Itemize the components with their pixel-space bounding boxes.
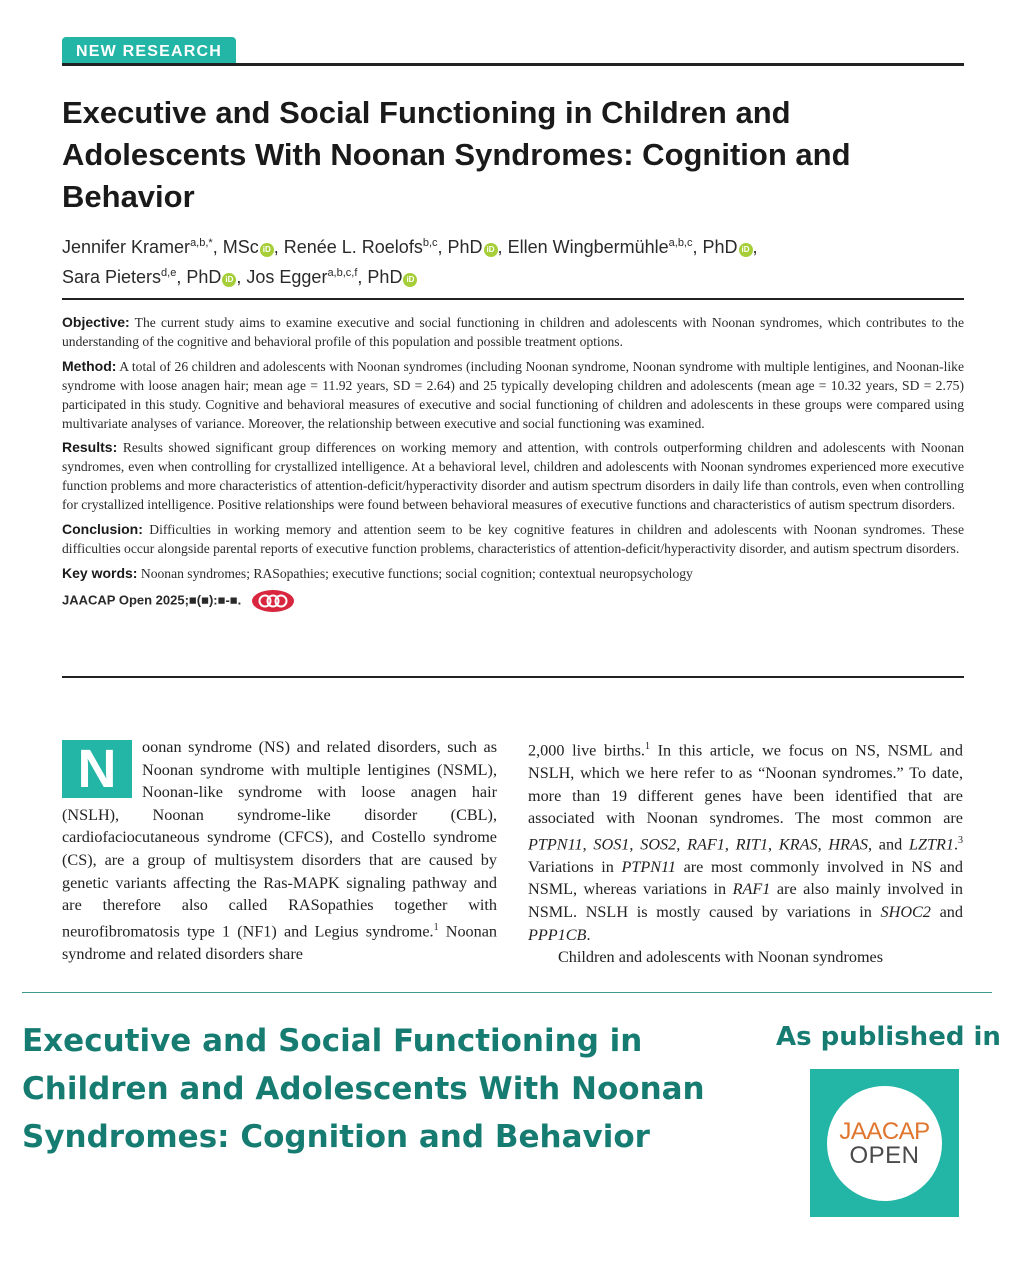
abstract <box>62 313 964 613</box>
author-degree: PhD <box>186 267 222 287</box>
citation-text: JAACAP Open 2025;■(■):■-■. <box>62 592 242 608</box>
author-name[interactable]: Jennifer Kramer <box>62 237 191 257</box>
keywords-text: Noonan syndromes; RASopathies; executive functions; social cognition; contextual neuropsychology <box>140 565 693 581</box>
abstract-top-rule <box>62 298 964 300</box>
gene-name: RIT1 <box>735 835 769 854</box>
author-degree: MSc <box>222 237 259 257</box>
affiliation-marks: a,b,* <box>190 237 213 249</box>
journal-citation <box>62 589 964 613</box>
citation-ref[interactable]: 3 <box>958 834 964 846</box>
orcid-icon[interactable]: iD <box>403 273 417 287</box>
abstract-bottom-rule <box>62 676 964 678</box>
logo-circle <box>827 1086 942 1201</box>
results-text: Results showed significant group differences on working memory and attention, with controls outperforming children and adolescents with Noonan syndromes, even when controlling for crystallized intelligence. At a behavioral level, children and adolescents with Noonan syndromes experienced more executive function problems and more characteristics of attention-deficit/hyperactivity disorder and autism spectrum disorders in daily life than controls, even when controlling for crystallized intelligence. Positive relationships were found between behavioral measures of executive functions and characteristics of autism spectrum disorders. <box>62 440 964 513</box>
author-name[interactable]: Jos Egger <box>246 267 328 287</box>
gene-name: PTPN11 <box>528 835 583 854</box>
gene-name: SHOC2 <box>880 902 931 921</box>
citation-ref[interactable]: 1 <box>644 741 650 752</box>
paragraph-text: Variations in <box>528 857 622 876</box>
paragraph-text: 2,000 live births. <box>528 741 645 760</box>
new-research-badge: NEW RESEARCH <box>62 37 236 65</box>
logo-text-open: OPEN <box>849 1142 920 1169</box>
method-label: Method: <box>62 357 117 374</box>
paragraph: 2,000 live births.$^1$ In this article, we focus on NS, NSML and NSLH, which we here refer to as “Noonan syndromes.” To date, more than 19 different genes have been identified that are associated with Noonan syndromes. The most common are PTPN11, SOS1, SOS2, RAF1, RIT1, KRAS, HRAS, and LZTR1.$^3$ Variations in PTPN11 are most commonly involved in NS and NSML, whereas variations in RAF1 are also mainly involved in NSML. NSLH is mostly caused by variations in SHOC2 and PPP1CB. <box>528 741 964 944</box>
author-name[interactable]: Renée L. Roelofs <box>283 237 423 257</box>
author-degree: PhD <box>702 237 738 257</box>
paragraph: Children and adolescents with Noonan syndromes <box>558 948 884 967</box>
affiliation-marks: a,b,c,f <box>327 267 358 279</box>
affiliation-marks: a,b,c <box>668 237 693 249</box>
gene-name: SOS1 <box>593 835 630 854</box>
paragraph-text: are also mainly involved in NSML. NSLH is mostly caused by variations in <box>528 880 963 921</box>
abstract-keywords <box>62 564 964 584</box>
author-list: Jennifer Kramer$^{a,b,*}$, MSc iD , Renée L. Roelofs$^{b,c}$, PhD iD , Ellen Wingbermühle$^{a,b,c}$, PhD iD , Sara Pieters$^{d,e}$, PhD iD , Jos Egger$^{a,b,c,f}$, PhD iD <box>62 237 758 287</box>
section-divider <box>22 992 992 993</box>
gene-name: LZTR1 <box>908 835 954 854</box>
author-degree: PhD <box>367 267 403 287</box>
gene-name: PTPN11 <box>621 857 676 876</box>
gene-name: SOS2 <box>640 835 677 854</box>
author-degree: PhD <box>447 237 483 257</box>
objective-text: The current study aims to examine executive and social functioning in children and adolescents with Noonan syndromes, which contributes to the understanding of the cognitive and behavioral profile of this population and possible treatment options. <box>62 315 964 349</box>
conclusion-label: Conclusion: <box>62 521 143 538</box>
gene-name: RAF1 <box>687 835 725 854</box>
crossmark-icon[interactable] <box>251 589 295 613</box>
promo-title: Executive and Social Functioning in Children and Adolescents With Noonan Syndromes: Cognition and Behavior <box>22 1023 705 1155</box>
gene-name: RAF1 <box>732 880 771 899</box>
author-name[interactable]: Ellen Wingbermühle <box>507 237 669 257</box>
drop-cap: N <box>62 740 132 798</box>
abstract-conclusion <box>62 520 964 559</box>
orcid-icon[interactable]: iD <box>260 243 274 257</box>
conclusion-text: Difficulties in working memory and attention seem to be key cognitive features in children and adolescents with Noonan syndromes. These difficulties occur alongside parental reports of executive function problems, characteristics of attention-deficit/hyperactivity disorder, and autism spectrum disorders. <box>62 522 964 556</box>
results-label: Results: <box>62 439 118 456</box>
logo-text-jaacap: JAACAP <box>839 1118 930 1145</box>
affiliation-marks: b,c <box>422 237 438 249</box>
paragraph-text: In this article, we focus on NS, NSML and NSLH, which we here refer to as “Noonan syndromes.” To date, more than 19 different genes have been identified that are associated with Noonan syndromes. The most common are <box>528 741 963 828</box>
abstract-objective <box>62 313 964 352</box>
abstract-method <box>62 357 964 434</box>
method-text: A total of 26 children and adolescents with Noonan syndromes (including Noonan syndrome, Noonan syndrome with multiple lentigines, and Noonan-like syndrome with loose anagen hair; mean age = 11.92 years, SD = 2.64) and 25 typically developing children and adolescents (mean age = 10.32 years, SD = 2.75) participated in this study. Cognitive and behavioral measures of executive and social functioning of children and adolescents in these groups were compared using multivariate analyses of variance. Moreover, the relationship between executive and social functioning was examined. <box>62 358 964 431</box>
body-column-right <box>528 736 963 969</box>
top-rule <box>62 63 964 66</box>
body-column-left <box>62 736 497 965</box>
article-title: Executive and Social Functioning in Children and Adolescents With Noonan Syndromes: Cognition and Behavior <box>62 95 851 214</box>
gene-name: HRAS <box>828 835 868 854</box>
paragraph-text: Noonan syndrome and related disorders share <box>62 922 498 963</box>
author-name[interactable]: Sara Pieters <box>62 267 162 287</box>
gene-name: PPP1CB <box>528 925 587 944</box>
orcid-icon[interactable]: iD <box>739 243 753 257</box>
orcid-icon[interactable]: iD <box>222 273 236 287</box>
affiliation-marks: d,e <box>161 267 177 279</box>
keywords-label: Key words: <box>62 564 138 581</box>
objective-label: Objective: <box>62 314 130 330</box>
as-published-label: As published in <box>776 1022 1001 1052</box>
paragraph-text: are most commonly involved in NS and NSML, whereas variations in <box>528 857 963 899</box>
citation-ref[interactable]: 1 <box>433 921 439 933</box>
abstract-results <box>62 438 964 515</box>
jaacap-open-logo[interactable] <box>810 1069 959 1217</box>
paragraph-text: oonan syndrome (NS) and related disorders, such as Noonan syndrome with multiple lentigines (NSML), Noonan-like syndrome with loose anagen hair (NSLH), Noonan syndrome-like disorder (CBL), cardiofaciocutaneous syndrome (CFCS), and Costello syndrome (CS), are a group of multisystem disorders that are caused by genetic variants affecting the Ras-MAPK signaling pathway and are therefore also called RASopathies together with neurofibromatosis type 1 (NF1) and Legius syndrome. <box>62 738 497 941</box>
gene-name: KRAS <box>778 835 818 854</box>
orcid-icon[interactable]: iD <box>484 243 498 257</box>
